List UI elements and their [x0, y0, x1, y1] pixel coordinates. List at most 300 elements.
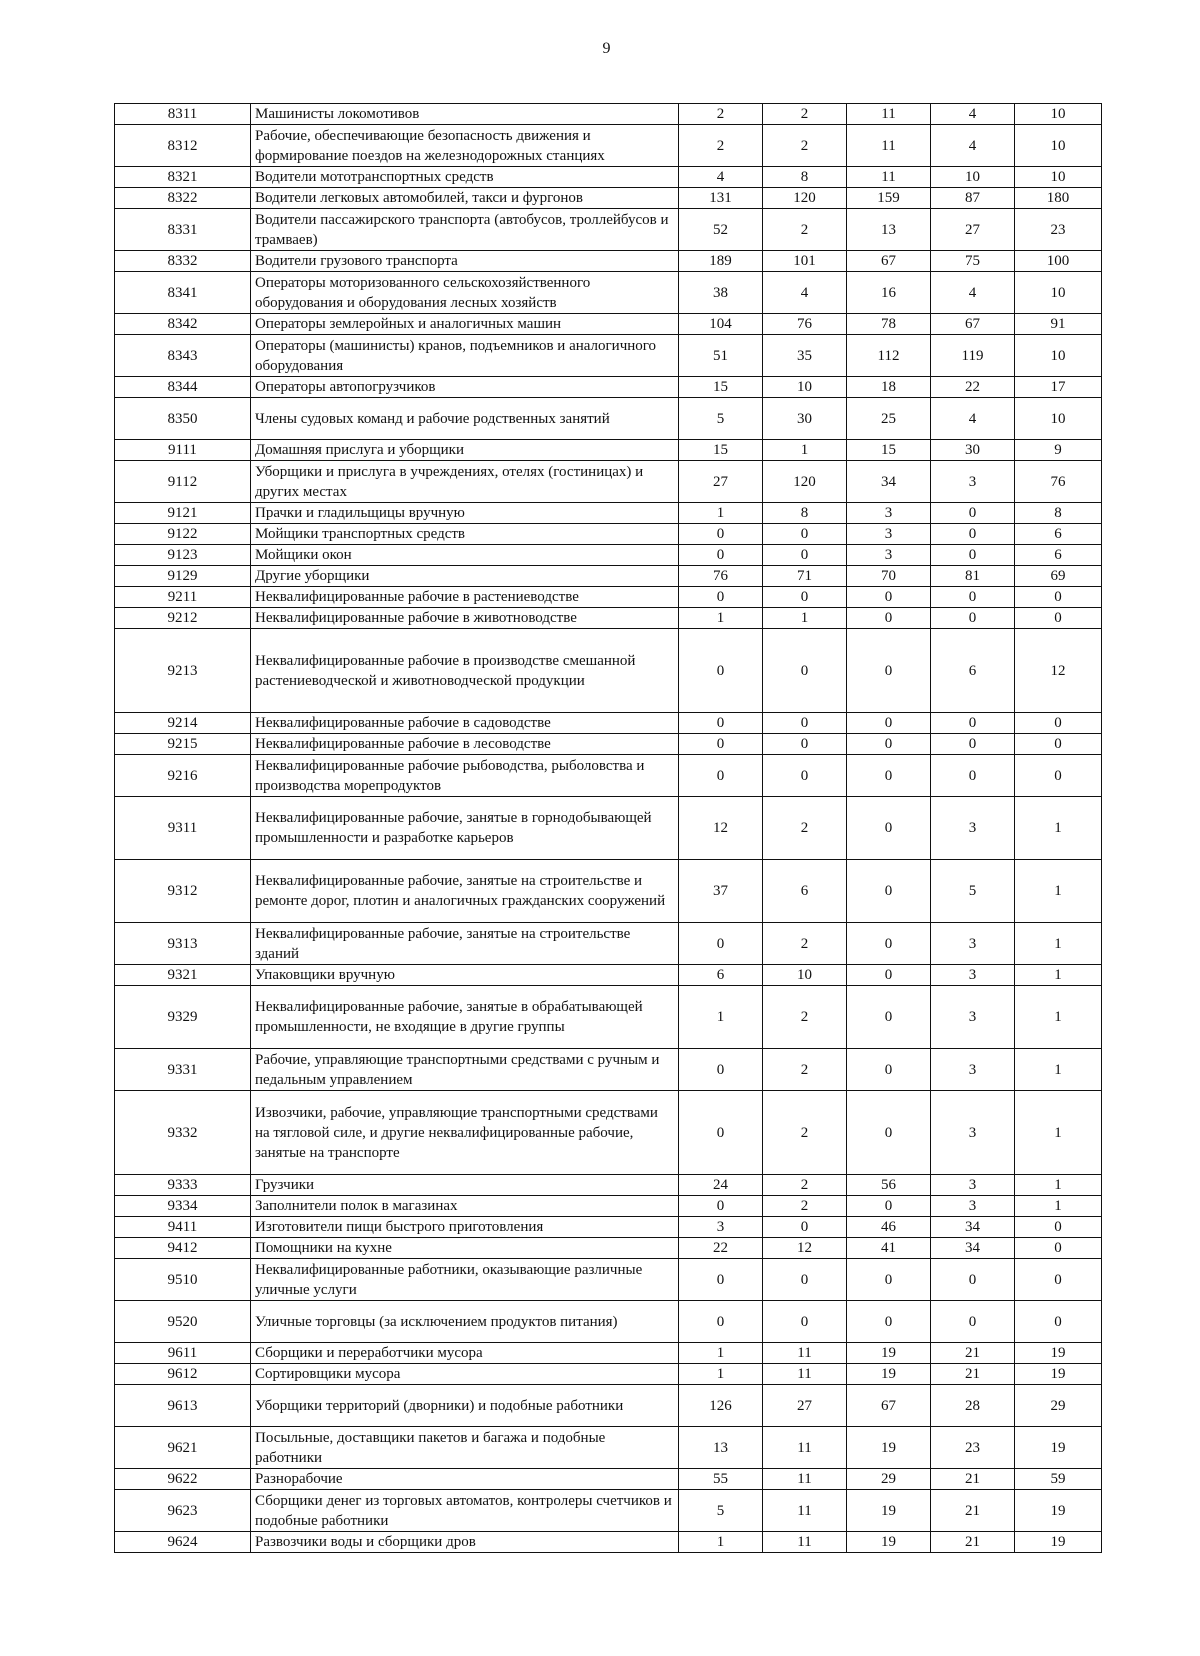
value-cell-2: 2	[763, 923, 847, 965]
value-cell-2: 10	[763, 965, 847, 986]
value-cell-5: 1	[1015, 1196, 1102, 1217]
occupation-name: Операторы автопогрузчиков	[251, 377, 679, 398]
value-cell-1: 0	[679, 629, 763, 713]
value-cell-4: 3	[931, 1091, 1015, 1175]
occupation-name: Сборщики денег из торговых автоматов, контролеры счетчиков и подобные работники	[251, 1490, 679, 1532]
occupation-name: Операторы моторизованного сельскохозяйственного оборудования и оборудования лесных хозяйств	[251, 272, 679, 314]
occupation-code: 9112	[115, 461, 251, 503]
value-cell-1: 0	[679, 713, 763, 734]
value-cell-4: 3	[931, 797, 1015, 860]
value-cell-5: 12	[1015, 629, 1102, 713]
table-row	[115, 1343, 1102, 1364]
occupation-code: 9333	[115, 1175, 251, 1196]
value-cell-4: 5	[931, 860, 1015, 923]
value-cell-3: 46	[847, 1217, 931, 1238]
occupation-code: 8321	[115, 167, 251, 188]
occupation-name: Развозчики воды и сборщики дров	[251, 1532, 679, 1553]
value-cell-5: 1	[1015, 860, 1102, 923]
value-cell-4: 81	[931, 566, 1015, 587]
table-row	[115, 1532, 1102, 1553]
occupation-table	[114, 103, 1102, 1553]
value-cell-3: 67	[847, 251, 931, 272]
value-cell-5: 19	[1015, 1364, 1102, 1385]
table-row	[115, 587, 1102, 608]
occupation-code: 9334	[115, 1196, 251, 1217]
value-cell-3: 0	[847, 629, 931, 713]
value-cell-1: 0	[679, 1049, 763, 1091]
value-cell-2: 2	[763, 1091, 847, 1175]
occupation-name: Разнорабочие	[251, 1469, 679, 1490]
value-cell-1: 0	[679, 1301, 763, 1343]
value-cell-5: 17	[1015, 377, 1102, 398]
occupation-name: Водители мототранспортных средств	[251, 167, 679, 188]
occupation-name: Члены судовых команд и рабочие родственных занятий	[251, 398, 679, 440]
value-cell-5: 59	[1015, 1469, 1102, 1490]
occupation-code: 8342	[115, 314, 251, 335]
value-cell-3: 19	[847, 1490, 931, 1532]
value-cell-2: 11	[763, 1343, 847, 1364]
occupation-code: 9611	[115, 1343, 251, 1364]
occupation-code: 9214	[115, 713, 251, 734]
occupation-name: Водители пассажирского транспорта (автобусов, троллейбусов и трамваев)	[251, 209, 679, 251]
table-row	[115, 1217, 1102, 1238]
value-cell-3: 11	[847, 104, 931, 125]
value-cell-5: 0	[1015, 1301, 1102, 1343]
value-cell-2: 11	[763, 1469, 847, 1490]
value-cell-2: 8	[763, 503, 847, 524]
table-row	[115, 629, 1102, 713]
value-cell-5: 10	[1015, 272, 1102, 314]
value-cell-3: 67	[847, 1385, 931, 1427]
occupation-name: Домашняя прислуга и уборщики	[251, 440, 679, 461]
value-cell-2: 2	[763, 209, 847, 251]
value-cell-3: 15	[847, 440, 931, 461]
value-cell-1: 76	[679, 566, 763, 587]
value-cell-2: 120	[763, 461, 847, 503]
value-cell-5: 23	[1015, 209, 1102, 251]
value-cell-1: 1	[679, 1364, 763, 1385]
occupation-name: Другие уборщики	[251, 566, 679, 587]
occupation-name: Уборщики территорий (дворники) и подобные работники	[251, 1385, 679, 1427]
table-row	[115, 524, 1102, 545]
table-row	[115, 608, 1102, 629]
value-cell-3: 13	[847, 209, 931, 251]
value-cell-3: 41	[847, 1238, 931, 1259]
value-cell-5: 0	[1015, 1238, 1102, 1259]
occupation-name: Неквалифицированные рабочие, занятые в горнодобывающей промышленности и разработке карьеров	[251, 797, 679, 860]
value-cell-2: 0	[763, 1301, 847, 1343]
value-cell-1: 37	[679, 860, 763, 923]
value-cell-1: 1	[679, 608, 763, 629]
value-cell-1: 4	[679, 167, 763, 188]
occupation-name: Операторы землеройных и аналогичных машин	[251, 314, 679, 335]
occupation-code: 8312	[115, 125, 251, 167]
value-cell-4: 3	[931, 1196, 1015, 1217]
value-cell-3: 0	[847, 965, 931, 986]
value-cell-4: 0	[931, 545, 1015, 566]
value-cell-1: 3	[679, 1217, 763, 1238]
occupation-code: 9311	[115, 797, 251, 860]
value-cell-3: 11	[847, 125, 931, 167]
value-cell-4: 0	[931, 734, 1015, 755]
table-row	[115, 1364, 1102, 1385]
value-cell-3: 0	[847, 1259, 931, 1301]
occupation-code: 9215	[115, 734, 251, 755]
occupation-name: Упаковщики вручную	[251, 965, 679, 986]
occupation-code: 9624	[115, 1532, 251, 1553]
value-cell-1: 0	[679, 545, 763, 566]
value-cell-2: 27	[763, 1385, 847, 1427]
value-cell-5: 0	[1015, 608, 1102, 629]
table-body	[115, 104, 1102, 1553]
value-cell-1: 0	[679, 1259, 763, 1301]
value-cell-5: 10	[1015, 335, 1102, 377]
value-cell-3: 0	[847, 734, 931, 755]
occupation-code: 8311	[115, 104, 251, 125]
table-row	[115, 755, 1102, 797]
value-cell-4: 23	[931, 1427, 1015, 1469]
value-cell-4: 0	[931, 1259, 1015, 1301]
table-row	[115, 713, 1102, 734]
occupation-code: 9129	[115, 566, 251, 587]
occupation-code: 9510	[115, 1259, 251, 1301]
occupation-name: Машинисты локомотивов	[251, 104, 679, 125]
table-row	[115, 1175, 1102, 1196]
value-cell-1: 0	[679, 923, 763, 965]
value-cell-1: 1	[679, 1343, 763, 1364]
occupation-code: 9621	[115, 1427, 251, 1469]
table-row	[115, 1427, 1102, 1469]
value-cell-1: 1	[679, 503, 763, 524]
value-cell-2: 2	[763, 986, 847, 1049]
value-cell-5: 29	[1015, 1385, 1102, 1427]
value-cell-2: 35	[763, 335, 847, 377]
table-row	[115, 104, 1102, 125]
occupation-code: 9216	[115, 755, 251, 797]
occupation-name: Прачки и гладильщицы вручную	[251, 503, 679, 524]
value-cell-4: 21	[931, 1469, 1015, 1490]
value-cell-3: 19	[847, 1532, 931, 1553]
table-row	[115, 314, 1102, 335]
value-cell-4: 3	[931, 1049, 1015, 1091]
value-cell-1: 12	[679, 797, 763, 860]
value-cell-3: 78	[847, 314, 931, 335]
value-cell-3: 0	[847, 1301, 931, 1343]
value-cell-3: 0	[847, 755, 931, 797]
value-cell-4: 3	[931, 461, 1015, 503]
value-cell-1: 2	[679, 104, 763, 125]
value-cell-2: 2	[763, 104, 847, 125]
occupation-name: Уборщики и прислуга в учреждениях, отелях (гостиницах) и других местах	[251, 461, 679, 503]
table-row	[115, 923, 1102, 965]
value-cell-4: 0	[931, 1301, 1015, 1343]
value-cell-2: 76	[763, 314, 847, 335]
value-cell-2: 71	[763, 566, 847, 587]
value-cell-5: 19	[1015, 1343, 1102, 1364]
value-cell-4: 21	[931, 1343, 1015, 1364]
value-cell-2: 12	[763, 1238, 847, 1259]
value-cell-1: 24	[679, 1175, 763, 1196]
value-cell-2: 11	[763, 1427, 847, 1469]
value-cell-4: 0	[931, 587, 1015, 608]
occupation-name: Неквалифицированные рабочие в производстве смешанной растениеводческой и животноводческой продукции	[251, 629, 679, 713]
value-cell-2: 2	[763, 1196, 847, 1217]
value-cell-2: 0	[763, 629, 847, 713]
table-row	[115, 503, 1102, 524]
occupation-name: Неквалифицированные рабочие, занятые на строительстве зданий	[251, 923, 679, 965]
value-cell-4: 119	[931, 335, 1015, 377]
value-cell-3: 16	[847, 272, 931, 314]
occupation-name: Уличные торговцы (за исключением продуктов питания)	[251, 1301, 679, 1343]
value-cell-1: 5	[679, 398, 763, 440]
occupation-code: 8332	[115, 251, 251, 272]
value-cell-5: 0	[1015, 1259, 1102, 1301]
table-row	[115, 545, 1102, 566]
value-cell-5: 0	[1015, 1217, 1102, 1238]
value-cell-5: 0	[1015, 755, 1102, 797]
value-cell-1: 0	[679, 1196, 763, 1217]
occupation-code: 8350	[115, 398, 251, 440]
value-cell-4: 3	[931, 1175, 1015, 1196]
value-cell-2: 8	[763, 167, 847, 188]
value-cell-1: 126	[679, 1385, 763, 1427]
value-cell-2: 0	[763, 524, 847, 545]
value-cell-3: 0	[847, 986, 931, 1049]
occupation-code: 9321	[115, 965, 251, 986]
occupation-code: 9411	[115, 1217, 251, 1238]
value-cell-1: 55	[679, 1469, 763, 1490]
occupation-code: 8322	[115, 188, 251, 209]
table-row	[115, 335, 1102, 377]
value-cell-1: 5	[679, 1490, 763, 1532]
value-cell-3: 19	[847, 1427, 931, 1469]
occupation-code: 9613	[115, 1385, 251, 1427]
value-cell-2: 0	[763, 587, 847, 608]
value-cell-1: 22	[679, 1238, 763, 1259]
value-cell-1: 104	[679, 314, 763, 335]
occupation-name: Неквалифицированные рабочие в лесоводстве	[251, 734, 679, 755]
value-cell-4: 27	[931, 209, 1015, 251]
table-row	[115, 1238, 1102, 1259]
value-cell-4: 21	[931, 1532, 1015, 1553]
occupation-code: 8331	[115, 209, 251, 251]
occupation-code: 9122	[115, 524, 251, 545]
value-cell-1: 0	[679, 734, 763, 755]
occupation-name: Неквалифицированные рабочие в растениеводстве	[251, 587, 679, 608]
occupation-code: 9612	[115, 1364, 251, 1385]
occupation-name: Сборщики и переработчики мусора	[251, 1343, 679, 1364]
value-cell-4: 3	[931, 923, 1015, 965]
occupation-code: 9213	[115, 629, 251, 713]
occupation-name: Рабочие, управляющие транспортными средствами с ручным и педальным управлением	[251, 1049, 679, 1091]
page-number: 9	[602, 40, 611, 57]
occupation-code: 9623	[115, 1490, 251, 1532]
value-cell-1: 6	[679, 965, 763, 986]
value-cell-3: 19	[847, 1343, 931, 1364]
value-cell-4: 4	[931, 125, 1015, 167]
value-cell-2: 11	[763, 1364, 847, 1385]
occupation-code: 9123	[115, 545, 251, 566]
value-cell-4: 6	[931, 629, 1015, 713]
table-row	[115, 797, 1102, 860]
value-cell-1: 0	[679, 524, 763, 545]
value-cell-3: 0	[847, 608, 931, 629]
value-cell-1: 51	[679, 335, 763, 377]
value-cell-5: 9	[1015, 440, 1102, 461]
value-cell-4: 3	[931, 965, 1015, 986]
value-cell-1: 15	[679, 440, 763, 461]
value-cell-1: 0	[679, 755, 763, 797]
value-cell-2: 11	[763, 1490, 847, 1532]
value-cell-4: 22	[931, 377, 1015, 398]
value-cell-1: 1	[679, 986, 763, 1049]
occupation-code: 8343	[115, 335, 251, 377]
value-cell-5: 10	[1015, 167, 1102, 188]
value-cell-5: 1	[1015, 1175, 1102, 1196]
table-row	[115, 167, 1102, 188]
occupation-code: 9331	[115, 1049, 251, 1091]
value-cell-3: 0	[847, 587, 931, 608]
occupation-name: Извозчики, рабочие, управляющие транспортными средствами на тягловой силе, и другие неквалифицированные рабочие, занятые на транспорте	[251, 1091, 679, 1175]
table-row	[115, 125, 1102, 167]
value-cell-1: 189	[679, 251, 763, 272]
value-cell-4: 0	[931, 608, 1015, 629]
value-cell-3: 3	[847, 503, 931, 524]
value-cell-4: 21	[931, 1364, 1015, 1385]
value-cell-3: 56	[847, 1175, 931, 1196]
value-cell-5: 0	[1015, 734, 1102, 755]
value-cell-5: 10	[1015, 398, 1102, 440]
value-cell-2: 4	[763, 272, 847, 314]
value-cell-2: 0	[763, 545, 847, 566]
occupation-name: Помощники на кухне	[251, 1238, 679, 1259]
value-cell-3: 0	[847, 923, 931, 965]
occupation-name: Неквалифицированные работники, оказывающие различные уличные услуги	[251, 1259, 679, 1301]
table-row	[115, 566, 1102, 587]
value-cell-3: 112	[847, 335, 931, 377]
occupation-name: Водители грузового транспорта	[251, 251, 679, 272]
occupation-code: 9212	[115, 608, 251, 629]
occupation-code: 9332	[115, 1091, 251, 1175]
value-cell-5: 180	[1015, 188, 1102, 209]
table-row	[115, 1196, 1102, 1217]
value-cell-4: 87	[931, 188, 1015, 209]
occupation-code: 9121	[115, 503, 251, 524]
table-row	[115, 965, 1102, 986]
value-cell-4: 3	[931, 986, 1015, 1049]
occupation-code: 9313	[115, 923, 251, 965]
value-cell-2: 0	[763, 755, 847, 797]
value-cell-5: 1	[1015, 965, 1102, 986]
table-row	[115, 1049, 1102, 1091]
occupation-code: 9412	[115, 1238, 251, 1259]
value-cell-2: 101	[763, 251, 847, 272]
occupation-name: Рабочие, обеспечивающие безопасность движения и формирование поездов на железнодорожных станциях	[251, 125, 679, 167]
value-cell-5: 76	[1015, 461, 1102, 503]
value-cell-2: 1	[763, 608, 847, 629]
occupation-code: 9111	[115, 440, 251, 461]
table-row	[115, 272, 1102, 314]
value-cell-5: 91	[1015, 314, 1102, 335]
table-row	[115, 398, 1102, 440]
value-cell-2: 2	[763, 1175, 847, 1196]
occupation-name: Неквалифицированные рабочие в животноводстве	[251, 608, 679, 629]
value-cell-1: 2	[679, 125, 763, 167]
occupation-name: Неквалифицированные рабочие, занятые на строительстве и ремонте дорог, плотин и аналогичных гражданских сооружений	[251, 860, 679, 923]
value-cell-4: 4	[931, 104, 1015, 125]
occupation-code: 9312	[115, 860, 251, 923]
value-cell-2: 2	[763, 125, 847, 167]
table-row	[115, 188, 1102, 209]
table-row	[115, 1301, 1102, 1343]
value-cell-1: 15	[679, 377, 763, 398]
value-cell-5: 19	[1015, 1532, 1102, 1553]
value-cell-5: 8	[1015, 503, 1102, 524]
value-cell-3: 0	[847, 1049, 931, 1091]
value-cell-3: 0	[847, 1196, 931, 1217]
value-cell-4: 0	[931, 713, 1015, 734]
occupation-code: 8344	[115, 377, 251, 398]
value-cell-4: 67	[931, 314, 1015, 335]
value-cell-3: 25	[847, 398, 931, 440]
value-cell-4: 0	[931, 524, 1015, 545]
value-cell-1: 131	[679, 188, 763, 209]
occupation-name: Водители легковых автомобилей, такси и фургонов	[251, 188, 679, 209]
value-cell-1: 0	[679, 1091, 763, 1175]
value-cell-4: 4	[931, 398, 1015, 440]
value-cell-5: 19	[1015, 1427, 1102, 1469]
value-cell-3: 3	[847, 545, 931, 566]
occupation-name: Посыльные, доставщики пакетов и багажа и подобные работники	[251, 1427, 679, 1469]
value-cell-3: 29	[847, 1469, 931, 1490]
occupation-name: Грузчики	[251, 1175, 679, 1196]
value-cell-3: 159	[847, 188, 931, 209]
value-cell-1: 13	[679, 1427, 763, 1469]
value-cell-3: 11	[847, 167, 931, 188]
table-row	[115, 1091, 1102, 1175]
value-cell-5: 19	[1015, 1490, 1102, 1532]
value-cell-1: 1	[679, 1532, 763, 1553]
value-cell-3: 0	[847, 1091, 931, 1175]
value-cell-5: 10	[1015, 125, 1102, 167]
value-cell-5: 1	[1015, 986, 1102, 1049]
occupation-name: Неквалифицированные рабочие рыбоводства, рыболовства и производства морепродуктов	[251, 755, 679, 797]
table-row	[115, 734, 1102, 755]
value-cell-5: 69	[1015, 566, 1102, 587]
occupation-code: 9520	[115, 1301, 251, 1343]
value-cell-4: 75	[931, 251, 1015, 272]
value-cell-3: 34	[847, 461, 931, 503]
value-cell-2: 6	[763, 860, 847, 923]
occupation-name: Сортировщики мусора	[251, 1364, 679, 1385]
value-cell-2: 10	[763, 377, 847, 398]
table-row	[115, 1469, 1102, 1490]
value-cell-3: 0	[847, 860, 931, 923]
value-cell-5: 0	[1015, 587, 1102, 608]
table-row	[115, 986, 1102, 1049]
table-row	[115, 1259, 1102, 1301]
value-cell-4: 21	[931, 1490, 1015, 1532]
value-cell-2: 2	[763, 1049, 847, 1091]
value-cell-1: 27	[679, 461, 763, 503]
value-cell-4: 28	[931, 1385, 1015, 1427]
value-cell-5: 0	[1015, 713, 1102, 734]
value-cell-2: 2	[763, 797, 847, 860]
table-row	[115, 1490, 1102, 1532]
table-row	[115, 860, 1102, 923]
value-cell-4: 4	[931, 272, 1015, 314]
value-cell-2: 120	[763, 188, 847, 209]
